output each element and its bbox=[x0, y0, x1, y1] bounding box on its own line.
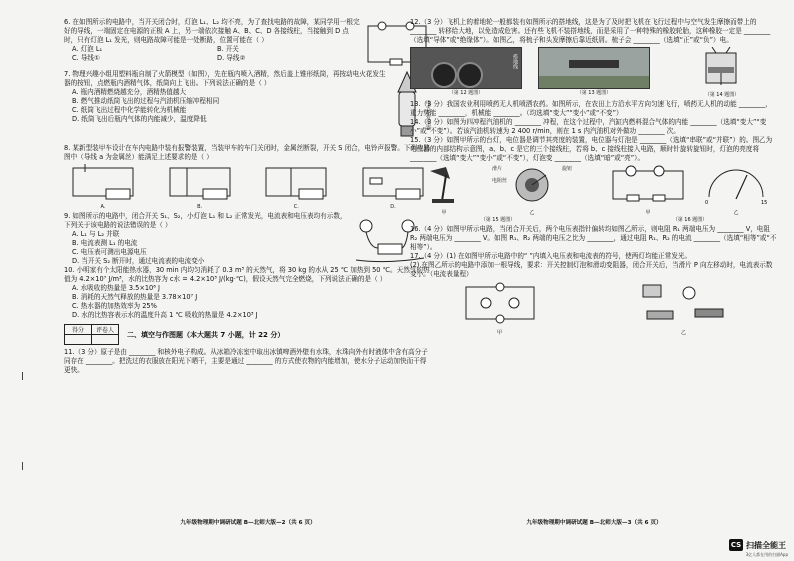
fig16-sub-b: 乙 bbox=[733, 210, 739, 216]
q9-stem: 9. 如图所示的电路中，闭合开关 S₁、S₂，小灯泡 L₁ 和 L₂ 正常发光，电流表和电压表均有示数，下列关于该电路的说法错误的是（ ） bbox=[64, 212, 347, 229]
q15-text: 15.（3 分）如图甲所示的台灯，电位器是调节其亮度的装置，电位器与灯泡是 ________（选填“串联”或“并联”）的。图乙为电位器的内部结构示意图，a、b、c 是它的三个接线柱，若将 b、c 接线柱接入电路，顺时针旋转旋钮时，灯泡的亮度将 ________（选填“变大”“变小”或“不变”），灯泡变 ________（选填“暗”或“亮”）。 bbox=[410, 136, 773, 162]
figures-12-14 bbox=[410, 47, 778, 98]
q13-text: 13.（3 分）我国农业利用喷药无人机喷洒农药。如图所示，在农田上方沿水平方向匀速飞行，喷药无人机的动能 ________，重力势能 ________，机械能 ________。（均选填“变大”“变小”或“不变”） bbox=[410, 100, 772, 117]
caption-fig12: （第 12 题图） bbox=[448, 90, 484, 96]
scanner-tagline: 3亿人都在用的扫描App bbox=[745, 552, 788, 557]
q8-stem: 8. 某新型装甲车设计在车内电路中装有报警装置，当装甲车的车门关闭时，金属丝断裂，开关 S 闭合，电铃声报警。下列电路图中（导线 a 为金属丝）能满足上述要求的是（ ） bbox=[64, 144, 431, 161]
q17-text: 17.（4 分）(1) 在如图甲所示电路中的“ ”内填入电压表和电流表的符号，使两灯均能正常发光。 bbox=[410, 252, 692, 260]
svg-text:0: 0 bbox=[705, 200, 709, 205]
q8-circuit-b bbox=[167, 164, 233, 200]
q10-opt-b: B. 消耗的天然气释放的热量是 3.78×10⁷ J bbox=[72, 293, 198, 301]
svg-text:15: 15 bbox=[761, 200, 768, 205]
binding-mark bbox=[22, 372, 23, 380]
q8-circuit-a bbox=[70, 164, 136, 200]
q7-fig-label: 电火花发生器 bbox=[425, 100, 431, 130]
caption-fig16: （第 16 题图） bbox=[672, 217, 708, 223]
score-header-grader: 评卷人 bbox=[92, 325, 119, 335]
figures-17 bbox=[410, 281, 778, 336]
fig15-sub-a: 甲 bbox=[441, 210, 447, 216]
q8-option-a: A. bbox=[70, 164, 136, 210]
caption-fig14: （第 14 题图） bbox=[704, 92, 740, 98]
airplane-wheel-photo bbox=[410, 47, 522, 89]
q6-opt-b: B. 开关 bbox=[217, 45, 239, 53]
binding-mark bbox=[22, 462, 23, 470]
fig15-sub-b: 乙 bbox=[529, 210, 535, 216]
fig16-sub-a: 甲 bbox=[645, 210, 651, 216]
score-box bbox=[64, 324, 432, 345]
potentiometer-figure bbox=[492, 165, 572, 205]
q8-option-b: B. bbox=[167, 164, 233, 210]
drone-spraying-photo bbox=[538, 47, 650, 89]
q7-opt-b: B. 燃气推动纸筒飞出的过程与汽油机压缩冲程相同 bbox=[72, 97, 220, 105]
exam-page-left bbox=[64, 18, 432, 526]
q6-opt-d: D. 导线② bbox=[217, 54, 246, 62]
q17-circuit-b bbox=[639, 281, 729, 325]
q16-text: 16.（4 分）如图甲所示电路，当闭合开关后，两个电压表指针偏转均如图乙所示，则电阻 R₁ 两端电压为 ________ V，电阻 R₂ 两端电压为 ________ V。如图 R₁、R₂ 两端的电压之比为 ________，通过电阻 R₁、R₂ 的电流 ________（选填“相等”或“不相等”）。 bbox=[410, 225, 777, 251]
pot-label-wire: 电阻丝 bbox=[492, 178, 508, 184]
q17b-text: (2) 在图乙所示的电路中添加一根导线，要求：开关控制灯泡和滑动变阻器，闭合开关后，当滑片 P 向左移动时，电流表示数变小。（电流表量程） bbox=[410, 261, 773, 278]
scanner-watermark bbox=[729, 539, 786, 551]
q7-opt-a: A. 瓶内酒精燃烧越充分，酒精热值越大 bbox=[72, 88, 187, 96]
q14-text: 14.（3 分）如图为四冲程汽油机的 ________ 冲程，在这个过程中，汽缸内燃料混合气体的内能 ________（选填“变大”“变小”或“不变”）。若该汽油机转速为 2 400 r/min，则在 1 s 内汽油机对外做功 ________ 次。 bbox=[410, 118, 767, 135]
right-page-footer: 九年级物理期中调研试题 B—北师大版—3（共 6 页） bbox=[526, 520, 662, 526]
figures-15-16 bbox=[410, 165, 778, 223]
fig17-sub-a: 甲 bbox=[496, 330, 502, 336]
scanner-logo: CS bbox=[730, 541, 742, 549]
ground-wire-label: 搭地线 bbox=[512, 54, 518, 69]
q9-opt-b: B. 电流表测 L₁ 的电流 bbox=[72, 239, 138, 247]
q7-opt-c: C. 纸筒飞出过程中化学能转化为机械能 bbox=[72, 106, 187, 114]
q12-text: 12.（3 分）飞机上的着地轮一般都装有如图所示的搭地线，这是为了及时把飞机在飞行过程中与空气发生摩擦而带上的 ________ 转移给大地，以免造成危害。还有些飞机不装搭地线，而是采用了一种特殊的橡胶轮胎，这种橡胶一定是 ________（选填“导体”或“绝缘体”）。如图乙，将梳子和头发摩擦后靠近纸屑。梳子会 ________（选填“正”或“负”）电。 bbox=[410, 18, 771, 44]
q6-opt-a: A. 灯泡 L₁ bbox=[72, 45, 103, 53]
section-2-title: 二、填空与作图题（本大题共 7 小题，计 22 分） bbox=[127, 330, 285, 339]
scanner-name: 扫描全能王 bbox=[746, 540, 786, 550]
left-page-footer: 九年级物理期中调研试题 B—北师大版—2（共 6 页） bbox=[180, 520, 316, 526]
question-7 bbox=[64, 70, 432, 144]
engine-cylinder-figure bbox=[666, 47, 776, 87]
fig17-sub-b: 乙 bbox=[680, 330, 686, 336]
q17-circuit-a bbox=[460, 281, 540, 325]
q8-options bbox=[70, 164, 426, 210]
q9-opt-c: C. 电压表可测出电源电压 bbox=[72, 248, 147, 256]
score-header-score: 得分 bbox=[65, 325, 92, 335]
question-9 bbox=[64, 212, 432, 266]
q6-opt-c: C. 导线① bbox=[72, 54, 100, 62]
q8-option-c: C. bbox=[263, 164, 329, 210]
voltmeter-dial-figure bbox=[701, 165, 771, 205]
q9-opt-a: A. L₁ 与 L₂ 并联 bbox=[72, 230, 120, 238]
q8-option-d: D. bbox=[360, 164, 426, 210]
caption-fig13: （第 13 题图） bbox=[576, 90, 612, 96]
q10-opt-c: C. 热水器的加热效率为 25% bbox=[72, 302, 157, 310]
desk-lamp-figure bbox=[424, 165, 464, 205]
q11-text: 11.（3 分）原子是由 ________ 和核外电子构成。从冰箱冷冻室中取出冰镇啤酒外壁有水珠，水珠向外有时液体中含有高分子同存在 ________。把洗过的衣服放在阳光下晒干，主要是通过 ________ 的方式使衣物的内能增加，使水分子运动加快而干得更快。 bbox=[64, 348, 428, 374]
q10-stem: 10. 小明家有个太阳能热水器，30 min 内均匀消耗了 0.3 m³ 的天然气，将 30 kg 的水从 25 ℃ 加热到 50 ℃。天然气的热值为 4.2×10⁷ J/m³，水的比热容为 c水 = 4.2×10³ J/(kg·℃)，假设天然气完全燃烧，下列说法正确的是（ ） bbox=[64, 266, 430, 283]
q7-stem: 7. 物理兴趣小组用塑料瓶自制了火箭模型（如图），先在瓶内喷入酒精，然后盖上锥形纸筒，再按动电火花发生器的按钮，点燃瓶内酒精气体，纸筒向上飞出。下列说法正确的是（ ） bbox=[64, 70, 386, 87]
pot-label-knob: 旋钮 bbox=[561, 166, 572, 172]
q10-opt-a: A. 水吸收的热量是 3.5×10⁶ J bbox=[72, 284, 160, 292]
q8-circuit-c bbox=[263, 164, 329, 200]
q6-stem: 6. 在如图所示的电路中，当开关闭合时，灯泡 L₁、L₂ 均不亮，为了查找电路的故障，某同学用一根完好的导线，一端固定在电源的正极 A 上，另一端依次接触 A、B、C、D 各接线柱，当接触到 D 点时，只有灯泡 L₁ 发光，则电路故障可能是一处断路，位置可能在（ ） bbox=[64, 18, 360, 44]
question-10 bbox=[64, 266, 432, 320]
question-6 bbox=[64, 18, 432, 70]
q7-opt-d: D. 纸筒飞出后瓶内气体的内能减少，温度降低 bbox=[72, 115, 207, 123]
pot-label-slider: 滑片 bbox=[492, 166, 503, 172]
exam-page-right bbox=[410, 18, 778, 526]
q10-opt-d: D. 水的比热容表示水的温度升高 1 ℃ 吸收的热量是 4.2×10³ J bbox=[72, 311, 258, 319]
q9-opt-d: D. 当开关 S₂ 断开时，通过电流表的电流变小 bbox=[72, 257, 205, 265]
q16-circuit-figure bbox=[609, 165, 687, 205]
caption-fig15: （第 15 题图） bbox=[480, 217, 516, 223]
